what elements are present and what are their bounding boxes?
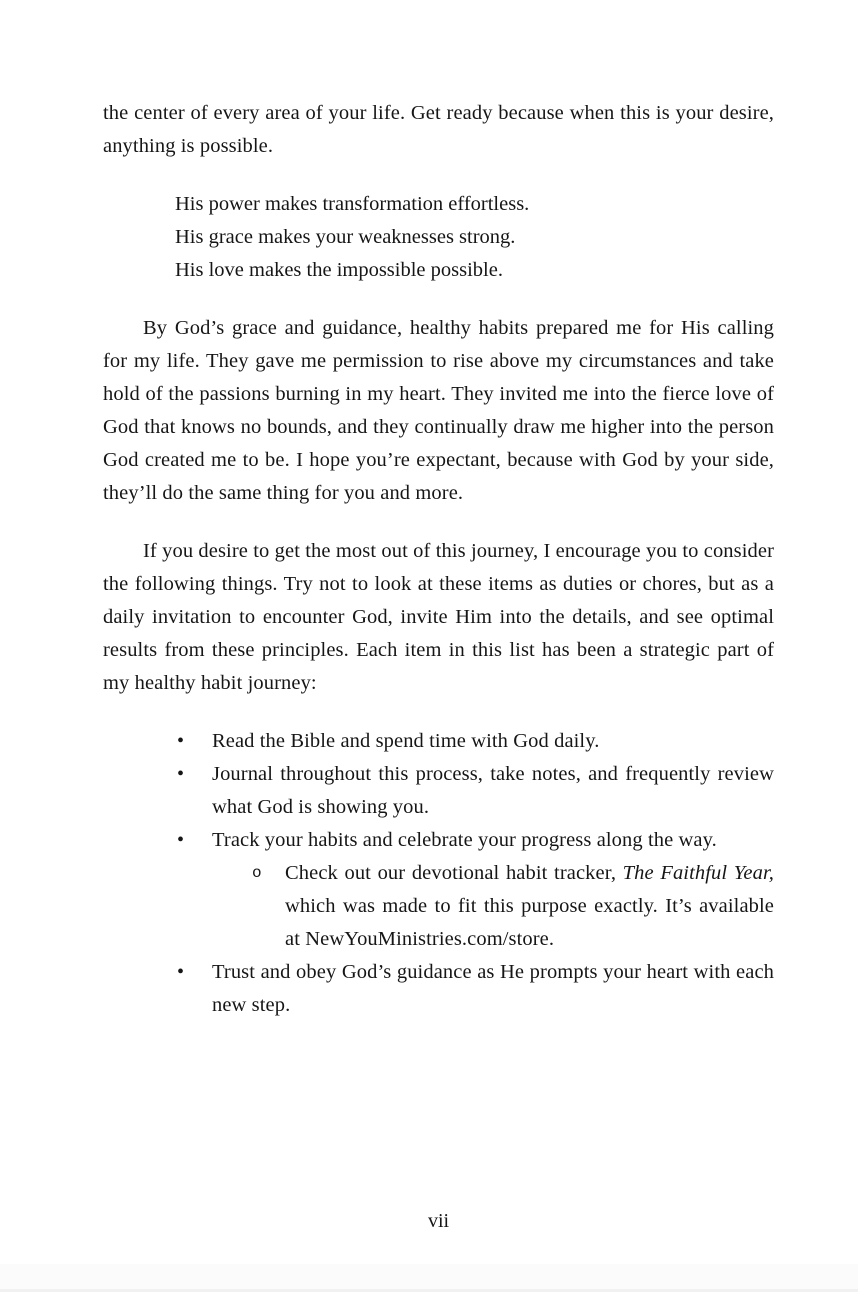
list-item-text: Read the Bible and spend time with God daily. — [212, 730, 600, 752]
bullet-icon: • — [177, 961, 185, 983]
paragraph-journey: If you desire to get the most out of this journey, I encourage you to consider the following things. Try not to look at these items as duties or chores, but as a daily invitation to encounter God, invite Him into the details, and see optimal results from these principles. Each item in this list has been a strategic part of my healthy habit journey: — [103, 540, 774, 694]
list-item-text: Trust and obey God’s guidance as He prompts your heart with each new step. — [212, 961, 774, 1016]
list-item — [103, 758, 774, 824]
bullet-icon: • — [177, 730, 185, 752]
poem-line: His love makes the impossible possible. — [175, 259, 503, 281]
sub-list-item — [103, 857, 774, 956]
bullet-list — [103, 725, 774, 1022]
poem-line: His grace makes your weaknesses strong. — [175, 226, 516, 248]
book-title-italic: The Faithful Year, — [622, 862, 774, 884]
sub-bullet-icon: o — [252, 864, 262, 882]
list-item — [103, 725, 774, 758]
bullet-icon: • — [177, 763, 185, 785]
page-edge-shading — [0, 1264, 858, 1292]
list-item — [103, 956, 774, 1022]
bullet-icon: • — [177, 829, 185, 851]
paragraph-continued: the center of every area of your life. Get ready because when this is your desire, anything is possible. — [103, 102, 774, 157]
sub-list-item-text — [285, 862, 774, 950]
page-number: vii — [427, 1210, 450, 1232]
sub-bullet-text-post: which was made to fit this purpose exactly. It’s available at NewYouMinistries.com/store. — [285, 895, 774, 950]
sub-bullet-text-pre: Check out our devotional habit tracker, — [285, 862, 623, 884]
list-item — [103, 824, 774, 857]
poem-line: His power makes transformation effortless. — [175, 193, 530, 215]
paragraph-grace: By God’s grace and guidance, healthy habits prepared me for His calling for my life. They gave me permission to rise above my circumstances and take hold of the passions burning in my heart. They invited me into the fierce love of God that knows no bounds, and they continually draw me higher into the person God created me to be. I hope you’re expectant, because with God by your side, they’ll do the same thing for you and more. — [103, 317, 774, 504]
list-item-text: Journal throughout this process, take notes, and frequently review what God is showing you. — [212, 763, 774, 818]
poem-block — [175, 188, 774, 287]
page-content — [103, 97, 774, 1022]
list-item-text: Track your habits and celebrate your progress along the way. — [212, 829, 717, 851]
